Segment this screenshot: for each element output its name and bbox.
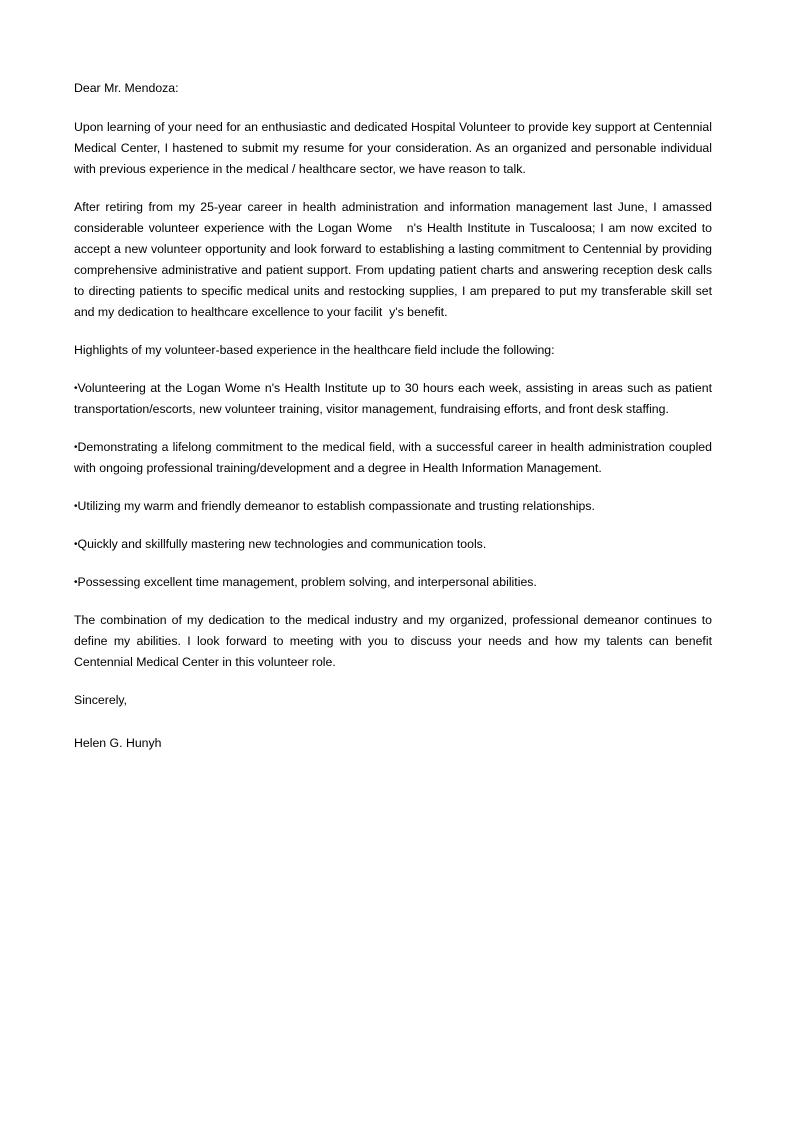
bullet-item [74,437,716,479]
bullet-text: Volunteering at the Logan Wome n's Health Institute up to 30 hours each week, assisting in areas such as patient transportation/escorts, new volunteer training, visitor management, fundraising efforts, and front desk staffing. [74,381,716,416]
bullet-icon: • [74,442,78,453]
bullet-icon: • [74,577,78,588]
bullet-item [74,534,712,555]
bullet-text: Possessing excellent time management, problem solving, and interpersonal abilities. [77,575,537,589]
bullet-icon: • [74,539,78,550]
bullet-item [74,378,716,420]
bullet-item [74,496,712,517]
bullet-text: Utilizing my warm and friendly demeanor to establish compassionate and trusting relationships. [77,499,595,513]
paragraph-closing: The combination of my dedication to the medical industry and my organized, professional demeanor continues to define my abilities. I look forward to meeting with you to discuss your needs and how my talents can benefit Centennial Medical Center in this volunteer role. [74,613,716,669]
bullet-text: Demonstrating a lifelong commitment to the medical field, with a successful career in health administration coupled with ongoing professional training/development and a degree in Health Information Management. [74,440,716,475]
signature-name: Helen G. Hunyh [74,736,162,750]
salutation-line: Dear Mr. Mendoza: [74,81,179,95]
paragraph-intro: Upon learning of your need for an enthusiastic and dedicated Hospital Volunteer to provide key support at Centennial Medical Center, I hastened to submit my resume for your consideration. As an organized and personable individual with previous experience in the medical / healthcare sector, we have reason to talk. [74,120,716,176]
letter-body [74,78,716,754]
bullet-icon: • [74,383,78,394]
paragraph-highlights-intro: Highlights of my volunteer-based experience in the healthcare field include the following: [74,343,555,357]
bullet-item [74,572,712,593]
closing-line: Sincerely, [74,693,128,707]
bullet-text: Quickly and skillfully mastering new technologies and communication tools. [77,537,487,551]
bullet-icon: • [74,501,78,512]
paragraph-experience: After retiring from my 25-year career in health administration and information management last June, I amassed considerable volunteer experience with the Logan Wome n's Health Institute in Tuscaloosa; I am now excited to accept a new volunteer opportunity and look forward to establishing a lasting commitment to Centennial by providing comprehensive administrative and patient support. From updating patient charts and answering reception desk calls to directing patients to specific medical units and restocking supplies, I am prepared to put my transferable skill set and my dedication to healthcare excellence to your facilit y's benefit. [74,200,716,319]
